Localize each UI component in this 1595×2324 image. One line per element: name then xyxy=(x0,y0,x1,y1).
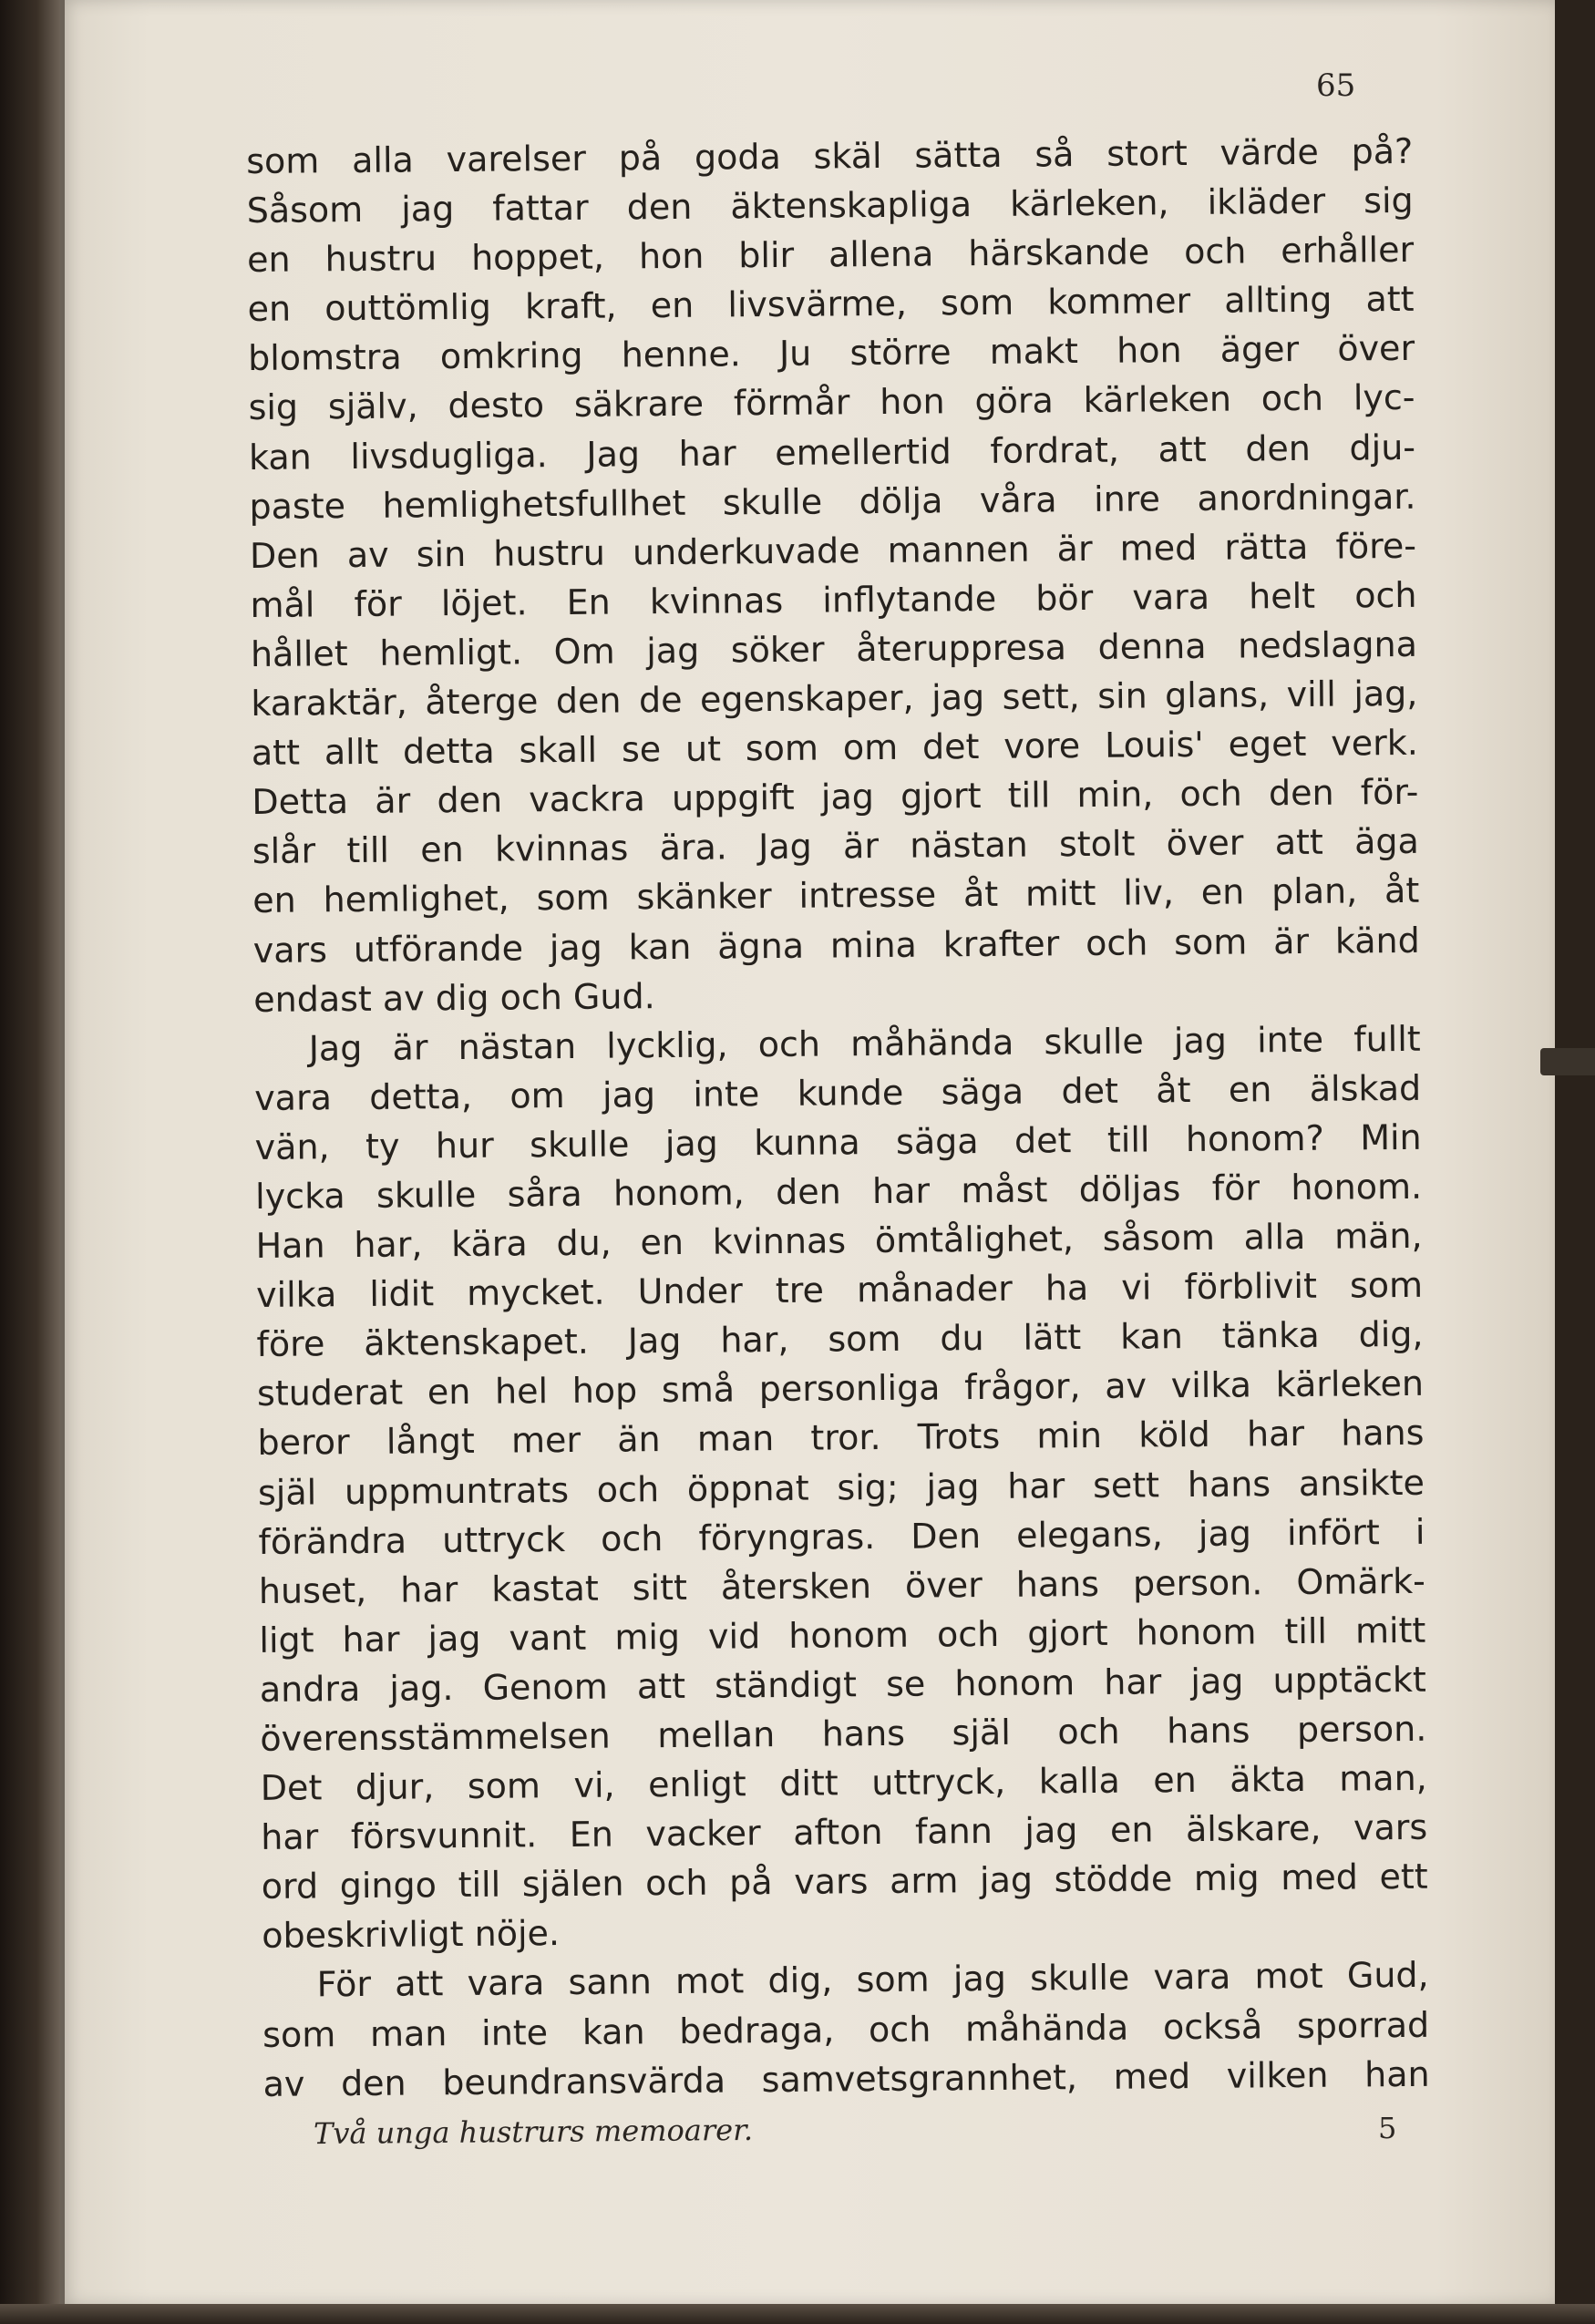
body-text xyxy=(246,127,1430,2109)
text-line: hållet hemligt. Om jag söker återuppresa denna nedslagna xyxy=(250,623,1418,674)
text-line: paste hemlighetsfullhet skulle dölja våra inre anordningar. xyxy=(249,476,1416,527)
text-line: Den av sin hustru underkuvade mannen är med rätta före- xyxy=(249,525,1417,576)
text-line: har försvunnit. En vacker afton fann jag en älskare, vars xyxy=(261,1806,1428,1858)
page-edge-line xyxy=(60,0,65,2324)
text-line: en hustru hoppet, hon blir allena härskande och erhåller xyxy=(246,230,1415,281)
signature-mark: 5 xyxy=(1378,2111,1397,2145)
text-line: Jag är nästan lycklig, och måhända skulle jag inte fullt xyxy=(308,1018,1421,1069)
text-line: överensstämmelsen mellan hans själ och hans person. xyxy=(260,1708,1427,1759)
text-line: slår till en kvinnas ära. Jag är nästan stolt över att äga xyxy=(252,821,1419,872)
running-footer-title: Två unga hustrurs memoarer. xyxy=(313,2112,754,2152)
text-line: vars utförande jag kan ägna mina krafter och som är känd xyxy=(252,920,1420,971)
text-line: ligt har jag vant mig vid honom och gjort honom till mitt xyxy=(259,1609,1426,1661)
text-line: obeskrivligt nöje. xyxy=(262,1913,561,1957)
page-number: 65 xyxy=(1316,67,1356,104)
text-line: blomstra omkring henne. Ju större makt hon äger över xyxy=(247,328,1415,379)
text-line: karaktär, återge den de egenskaper, jag sett, sin glans, vill jag, xyxy=(251,673,1418,725)
book-gutter xyxy=(0,0,67,2324)
text-line: För att vara sann mot dig, som jag skulle vara mot Gud, xyxy=(316,1955,1429,2005)
text-line: som man inte kan bedraga, och måhända också sporrad xyxy=(262,2004,1430,2055)
text-line: en hemlighet, som skänker intresse åt mitt liv, en plan, åt xyxy=(252,870,1420,921)
text-line: vara detta, om jag inte kunde säga det åt en älskad xyxy=(254,1067,1422,1118)
text-line: ord gingo till själen och på vars arm jag stödde mig med ett xyxy=(261,1856,1428,1908)
text-line: en outtömlig kraft, en livsvärme, som kommer allting att xyxy=(247,279,1415,330)
text-line: före äktenskapet. Jag har, som du lätt kan tänka dig, xyxy=(256,1314,1424,1365)
text-line: beror långt mer än man tror. Trots min köld har hans xyxy=(257,1413,1425,1464)
text-line: vilka lidit mycket. Under tre månader ha vi förblivit som xyxy=(255,1264,1424,1316)
text-line: sig själv, desto säkrare förmår hon göra kärleken och lyc- xyxy=(248,377,1415,428)
text-line: Detta är den vackra uppgift jag gjort till min, och den för- xyxy=(252,772,1419,823)
text-line: av den beundransvärda samvetsgrannhet, med vilken han xyxy=(262,2053,1430,2104)
text-line: andra jag. Genom att ständigt se honom har jag upptäckt xyxy=(259,1659,1427,1710)
text-line: mål för löjet. En kvinnas inflytande bör vara helt och xyxy=(250,574,1417,625)
text-line: att allt detta skall se ut som om det vore Louis' eget verk. xyxy=(251,722,1419,774)
text-line: Såsom jag fattar den äktenskapliga kärleken, ikläder sig xyxy=(246,180,1414,231)
text-line: lycka skulle såra honom, den har måst döljas för honom. xyxy=(254,1166,1423,1217)
text-line: endast av dig och Gud. xyxy=(253,975,655,1020)
text-line: förändra uttryck och föryngras. Den elegans, jag infört i xyxy=(258,1511,1425,1562)
text-line: Det djur, som vi, enligt ditt uttryck, kalla en äkta man, xyxy=(260,1757,1427,1809)
text-line: som alla varelser på goda skäl sätta så stort värde på? xyxy=(246,130,1414,181)
text-line: Han har, kära du, en kvinnas ömtålighet, såsom alla män, xyxy=(255,1215,1423,1267)
text-line: huset, har kastat sitt återsken över hans person. Omärk- xyxy=(258,1560,1426,1611)
text-line: vän, ty hur skulle jag kunna säga det till honom? Min xyxy=(254,1116,1422,1167)
page-edge-marker xyxy=(1540,1048,1595,1075)
text-line: studerat en hel hop små personliga frågor, av vilka kärleken xyxy=(256,1363,1425,1414)
text-line: kan livsdugliga. Jag har emellertid fordrat, att den dju- xyxy=(248,427,1416,478)
text-line: själ uppmuntrats och öppnat sig; jag har sett hans ansikte xyxy=(257,1462,1425,1513)
bottom-page-edge xyxy=(0,2304,1595,2324)
